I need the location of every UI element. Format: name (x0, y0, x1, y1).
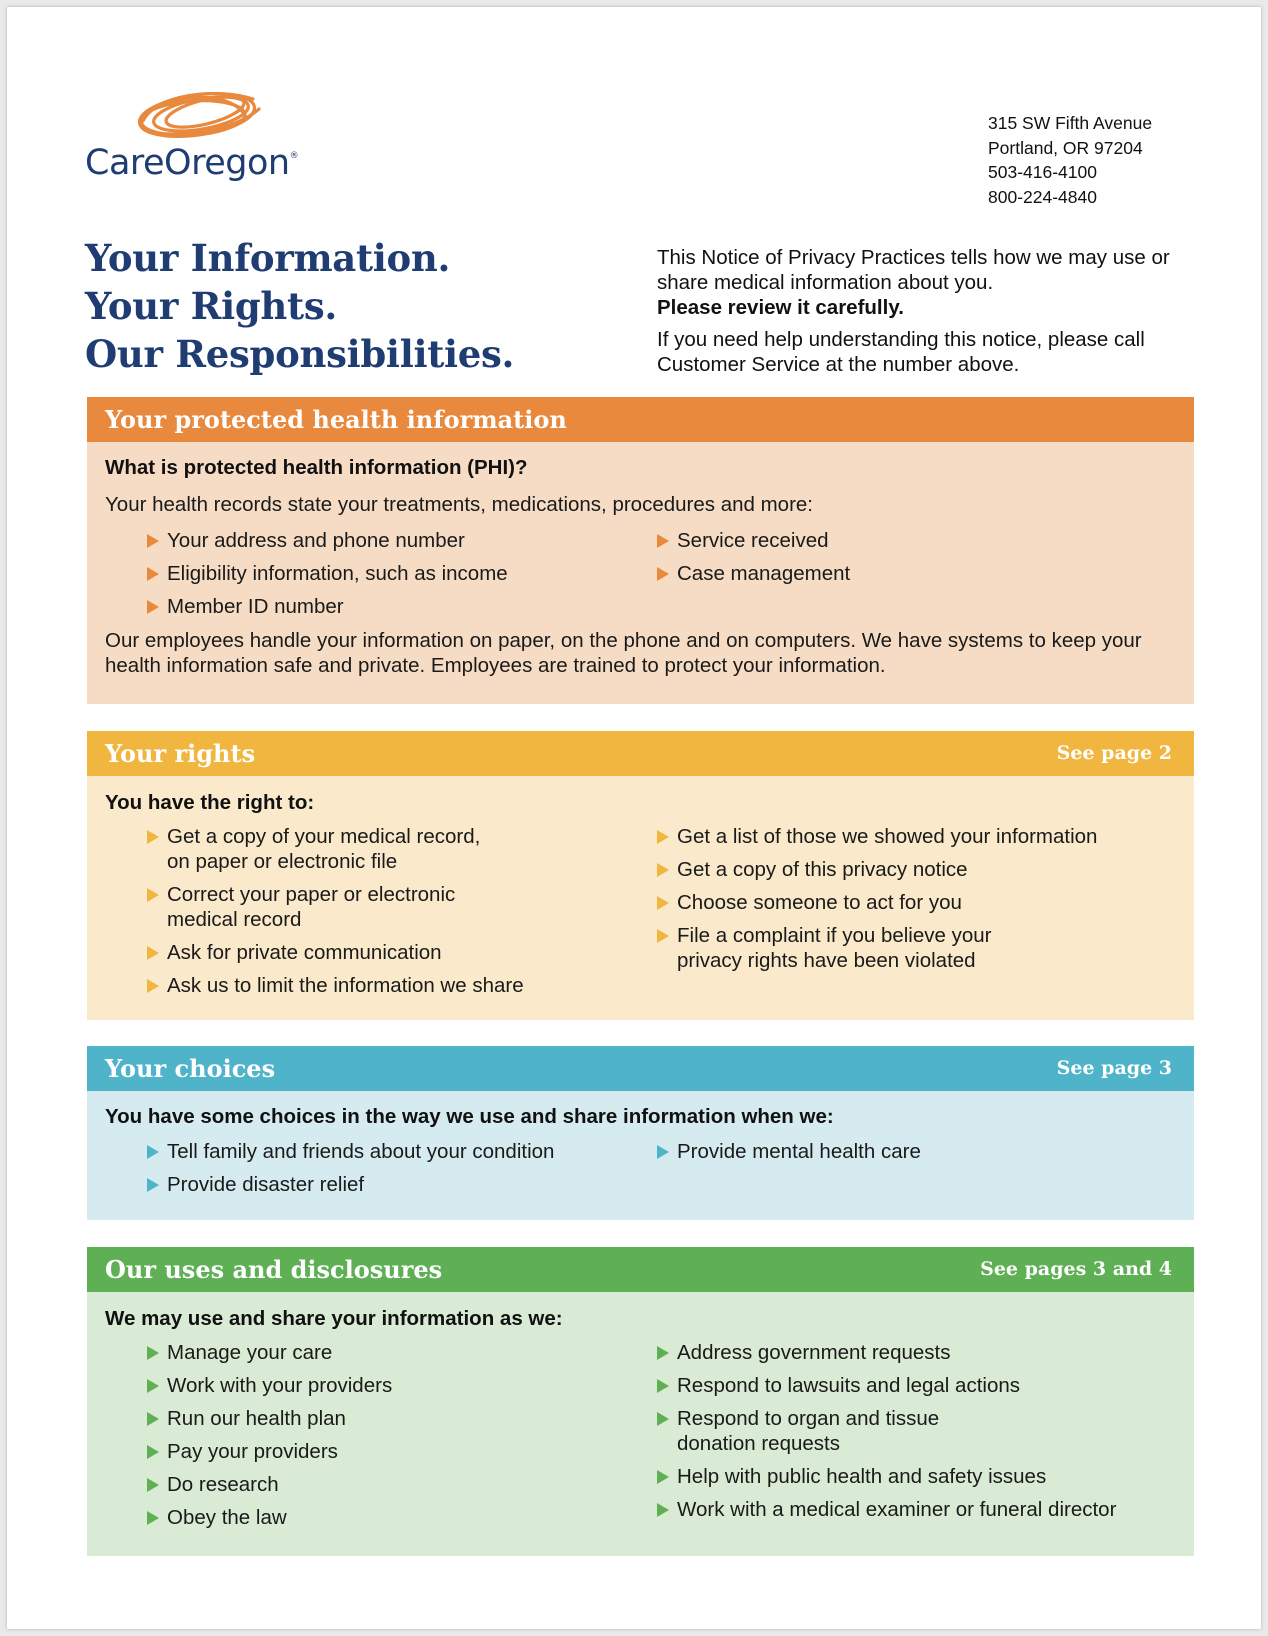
bullet-arrow-icon (657, 929, 669, 943)
list-item (147, 1373, 392, 1398)
list-item-text: Service received (677, 529, 829, 552)
section-uses-disclosures (87, 1247, 1194, 1556)
bullet-arrow-icon (657, 1470, 669, 1484)
section-lead: We may use and share your information as we: (105, 1307, 563, 1330)
intro-emphasis: Please review it carefully. (657, 296, 904, 319)
list-item (147, 1439, 392, 1464)
list-item (657, 923, 1097, 973)
section-header (87, 1046, 1194, 1091)
section-body (87, 1091, 1194, 1220)
list-item (657, 1406, 1116, 1456)
list-item (147, 1505, 392, 1530)
bullet-arrow-icon (657, 863, 669, 877)
section-your-rights (87, 731, 1194, 1020)
list-item-text: File a complaint if you believe your (677, 924, 992, 947)
list-right (657, 824, 1097, 981)
list-item-text: Your address and phone number (167, 529, 465, 552)
section-protected-health-info (87, 397, 1194, 704)
see-page-link[interactable]: See pages 3 and 4 (980, 1258, 1172, 1280)
list-item (147, 1406, 392, 1431)
list-item-text: Help with public health and safety issues (677, 1465, 1047, 1488)
section-header (87, 397, 1194, 442)
bullet-arrow-icon (657, 1503, 669, 1517)
bullet-arrow-icon (147, 1445, 159, 1459)
list-item-text: Pay your providers (167, 1440, 338, 1463)
list-item (147, 824, 524, 874)
bullet-arrow-icon (147, 1412, 159, 1426)
list-item-text: Tell family and friends about your condition (167, 1140, 555, 1163)
list-item-text: Ask us to limit the information we share (167, 974, 524, 997)
list-item-text: Provide mental health care (677, 1140, 921, 1163)
list-right (657, 1139, 921, 1172)
intro-paragraph-1: This Notice of Privacy Practices tells how we may use or share medical information about you. Please review it carefully. (657, 246, 1170, 319)
list-item-text: Work with your providers (167, 1374, 393, 1397)
list-item (147, 940, 524, 965)
bullet-arrow-icon (147, 600, 159, 614)
section-title: Your choices (105, 1054, 276, 1083)
list-item-text: on paper or electronic file (167, 850, 398, 873)
list-item (657, 857, 1097, 882)
bullet-arrow-icon (657, 1412, 669, 1426)
bullet-arrow-icon (657, 567, 669, 581)
list-item-text: Choose someone to act for you (677, 891, 962, 914)
intro-text (657, 245, 1197, 377)
see-page-link[interactable]: See page 3 (1056, 1057, 1172, 1079)
list-item-text: Correct your paper or electronic (167, 883, 456, 906)
list-item-text: Case management (677, 562, 851, 585)
list-item (147, 594, 508, 619)
bullet-arrow-icon (147, 1145, 159, 1159)
headline-line-1: Your Information. (85, 236, 451, 280)
list-item-text: Eligibility information, such as income (167, 562, 508, 585)
bullet-arrow-icon (657, 534, 669, 548)
list-right (657, 528, 850, 594)
list-item (147, 1472, 392, 1497)
list-item (657, 1373, 1116, 1398)
list-item (657, 824, 1097, 849)
section-title: Your protected health information (105, 405, 567, 434)
section-question: What is protected health information (PHI)? (105, 456, 528, 479)
list-item (147, 882, 524, 932)
section-title: Your rights (105, 739, 256, 768)
section-your-choices (87, 1046, 1194, 1220)
careoregon-logo (85, 85, 345, 200)
bullet-arrow-icon (147, 567, 159, 581)
section-body (87, 1292, 1194, 1556)
bullet-arrow-icon (147, 1379, 159, 1393)
section-title: Our uses and disclosures (105, 1255, 443, 1284)
list-left (147, 528, 508, 627)
bullet-arrow-icon (147, 946, 159, 960)
phone-tollfree: 800-224-4840 (988, 186, 1097, 207)
headline-line-3: Our Responsibilities. (85, 332, 515, 376)
logo-swirl-icon (135, 85, 265, 147)
list-item-text: Provide disaster relief (167, 1173, 365, 1196)
list-item-text: Obey the law (167, 1506, 287, 1529)
see-page-link[interactable]: See page 2 (1056, 742, 1172, 764)
intro-paragraph-2: If you need help understanding this notice, please call Customer Service at the number above. (657, 328, 1145, 376)
list-item (147, 1139, 554, 1164)
list-item (147, 1340, 392, 1365)
list-item (657, 890, 1097, 915)
list-item (147, 1172, 554, 1197)
list-item-text: Respond to lawsuits and legal actions (677, 1374, 1021, 1397)
list-item (657, 528, 850, 553)
address-street: 315 SW Fifth Avenue (988, 113, 1153, 133)
list-item-text: Address government requests (677, 1341, 951, 1364)
list-item (657, 561, 850, 586)
list-left (147, 1340, 392, 1538)
list-item-text: Run our health plan (167, 1407, 346, 1430)
phone-local: 503-416-4100 (988, 162, 1097, 183)
list-item-text: Do research (167, 1473, 279, 1496)
bullet-arrow-icon (147, 1346, 159, 1360)
bullet-arrow-icon (147, 1478, 159, 1492)
list-left (147, 824, 524, 1006)
section-description: Your health records state your treatments, medications, procedures and more: (105, 493, 814, 516)
section-body (87, 776, 1194, 1020)
list-item-text: Work with a medical examiner or funeral director (677, 1498, 1117, 1521)
list-item-text: Respond to organ and tissue (677, 1407, 940, 1430)
list-item (147, 973, 524, 998)
list-left (147, 1139, 554, 1205)
document-page (7, 7, 1261, 1629)
list-item-text: Get a copy of your medical record, (167, 825, 481, 848)
headline-line-2: Your Rights. (85, 284, 337, 328)
section-body (87, 442, 1194, 704)
bullet-arrow-icon (657, 1145, 669, 1159)
list-item (147, 528, 508, 553)
section-lead: You have some choices in the way we use and share information when we: (105, 1105, 834, 1128)
list-item (657, 1340, 1116, 1365)
bullet-arrow-icon (657, 1346, 669, 1360)
bullet-arrow-icon (147, 1178, 159, 1192)
list-item-text: donation requests (677, 1432, 840, 1455)
bullet-arrow-icon (147, 830, 159, 844)
section-footer-text: Our employees handle your information on paper, on the phone and on computers. We have systems to keep your health information safe and private. Employees are trained to protect your information. (105, 629, 1142, 677)
section-header (87, 1247, 1194, 1292)
list-item-text: medical record (167, 908, 302, 931)
bullet-arrow-icon (657, 896, 669, 910)
list-item-text: Member ID number (167, 595, 344, 618)
list-right (657, 1340, 1116, 1530)
list-item (657, 1464, 1116, 1489)
contact-address (988, 111, 1152, 209)
page-title (85, 234, 514, 378)
list-item-text: Get a list of those we showed your information (677, 825, 1098, 848)
bullet-arrow-icon (147, 979, 159, 993)
list-item (657, 1139, 921, 1164)
bullet-arrow-icon (657, 830, 669, 844)
list-item-text: privacy rights have been violated (677, 949, 976, 972)
list-item-text: Ask for private communication (167, 941, 442, 964)
section-lead: You have the right to: (105, 791, 315, 814)
list-item (147, 561, 508, 586)
bullet-arrow-icon (657, 1379, 669, 1393)
bullet-arrow-icon (147, 1511, 159, 1525)
section-header (87, 731, 1194, 776)
bullet-arrow-icon (147, 534, 159, 548)
address-city: Portland, OR 97204 (988, 137, 1143, 158)
bullet-arrow-icon (147, 888, 159, 902)
list-item-text: Manage your care (167, 1341, 333, 1364)
list-item-text: Get a copy of this privacy notice (677, 858, 968, 881)
list-item (657, 1497, 1116, 1522)
logo-wordmark: CareOregon® (85, 143, 299, 183)
